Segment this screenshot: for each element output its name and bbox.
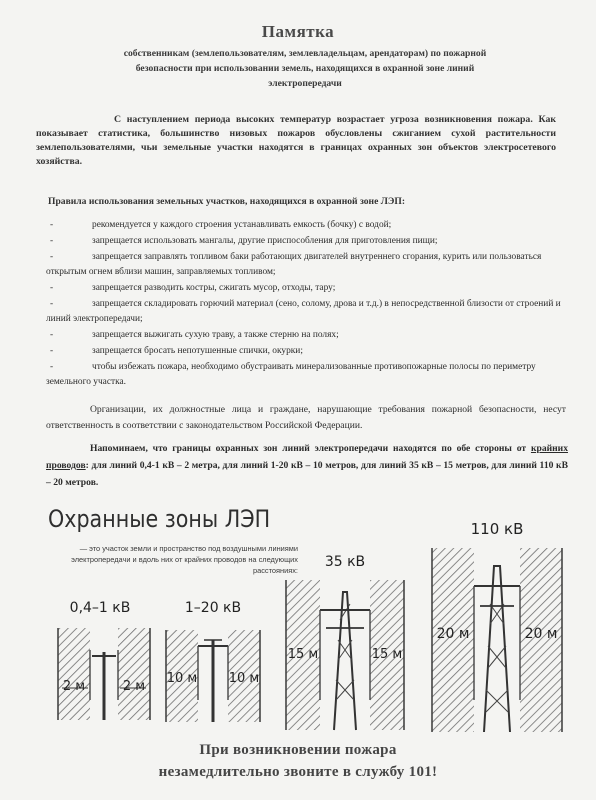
- list-item: - запрещается разводить костры, сжигать мусор, отходы, тару;: [46, 281, 568, 296]
- subtitle-line: безопасности при использовании земель, находящихся в охранной зоне линий: [135, 63, 475, 74]
- zone-distance-label-left: 15 м: [287, 647, 319, 662]
- zone-voltage-label: 110 кВ: [470, 520, 524, 538]
- footer-call-line: незамедлительно звоните в службу 101!: [158, 764, 438, 780]
- reminder-text-after: : для линий 0,4-1 кВ – 2 метра, для линий 1-20 кВ – 10 метров, для линий 35 кВ – 15 метров, для линий 110 кВ – 20 метров.: [46, 460, 568, 488]
- responsibility-paragraph: Организации, их должностные лица и граждане, нарушающие требования пожарной безопасности, несут ответственность в соответствии с законодательством Российской Федерации.: [46, 404, 566, 431]
- zone-distance-label-right: 15 м: [371, 647, 403, 662]
- zone-distance-label-left: 2 м: [62, 679, 86, 694]
- list-item: - запрещается использовать мангалы, другие приспособления для приготовления пищи;: [46, 234, 568, 249]
- zone-distance-label-left: 20 м: [436, 626, 470, 642]
- zone-voltage-label: 35 кВ: [324, 554, 366, 570]
- list-item: - чтобы избежать пожара, необходимо обустраивать минерализованные противопожарные полосы по периметру земельного участка.: [46, 360, 568, 390]
- list-item: - запрещается заправлять топливом баки работающих двигателей внутреннего сгорания, курить или пользоваться открытым огнем вблизи машин, заправляемых топливом;: [46, 250, 568, 280]
- rules-heading: Правила использования земельных участков, находящихся в охранной зоне ЛЭП:: [48, 196, 406, 207]
- zone-distance-label-right: 10 м: [228, 671, 260, 686]
- subtitle-line: собственникам (землепользователям, землевладельцам, арендаторам) по пожарной: [123, 48, 487, 59]
- list-item: - рекомендуется у каждого строения устанавливать емкость (бочку) с водой;: [46, 218, 568, 233]
- zone-110kv: [432, 520, 562, 732]
- zone-distance-label-right: 20 м: [524, 626, 558, 642]
- diagram-title: Охранные зоны ЛЭП: [48, 505, 271, 533]
- reminder-text-before: Напоминаем, что границы охранных зон линий электропередачи находятся по обе стороны от: [90, 443, 531, 454]
- zone-distance-label-right: 2 м: [122, 679, 146, 694]
- list-item: - запрещается бросать непотушенные спички, окурки;: [46, 344, 568, 359]
- hatched-zone-right: [118, 628, 150, 720]
- zone-distance-label-left: 10 м: [166, 671, 198, 686]
- list-item: - запрещается выжигать сухую траву, а также стерню на полях;: [46, 328, 568, 343]
- list-item: - запрещается складировать горючий материал (сено, солому, дрова и т.д.) в непосредственной близости от строений и линий электропередачи;: [46, 297, 568, 327]
- diagram-caption: — это участок земли и пространство под воздушными линиями электропередачи и вдоль них от крайних проводов на следующих расстояниях:: [71, 544, 298, 575]
- intro-paragraph: С наступлением периода высоких температур возрастает угроза возникновения пожара. Как показывает статистика, большинство низовых пожаров обусловлены сжиганием сухой растительности землепользователями, чьи земельные участки находятся в границах охранных зон объектов электросетевого хозяйства.: [36, 114, 556, 167]
- zone-1-20kv: [166, 600, 260, 722]
- zone-voltage-label: 1–20 кВ: [184, 600, 242, 616]
- pole-corridor: [320, 580, 370, 730]
- zone-35kv: [286, 554, 404, 730]
- subtitle-line: электропередачи: [268, 78, 342, 89]
- zone-voltage-label: 0,4–1 кВ: [69, 600, 131, 616]
- reminder-underlined-text: крайних проводов: [46, 443, 568, 471]
- footer-warning-line: При возникновении пожара: [199, 742, 397, 758]
- zone-0-4-1kv: [58, 600, 150, 720]
- pole-corridor: [474, 548, 520, 732]
- hatched-zone-left: [58, 628, 90, 720]
- page-title: Памятка: [261, 22, 335, 41]
